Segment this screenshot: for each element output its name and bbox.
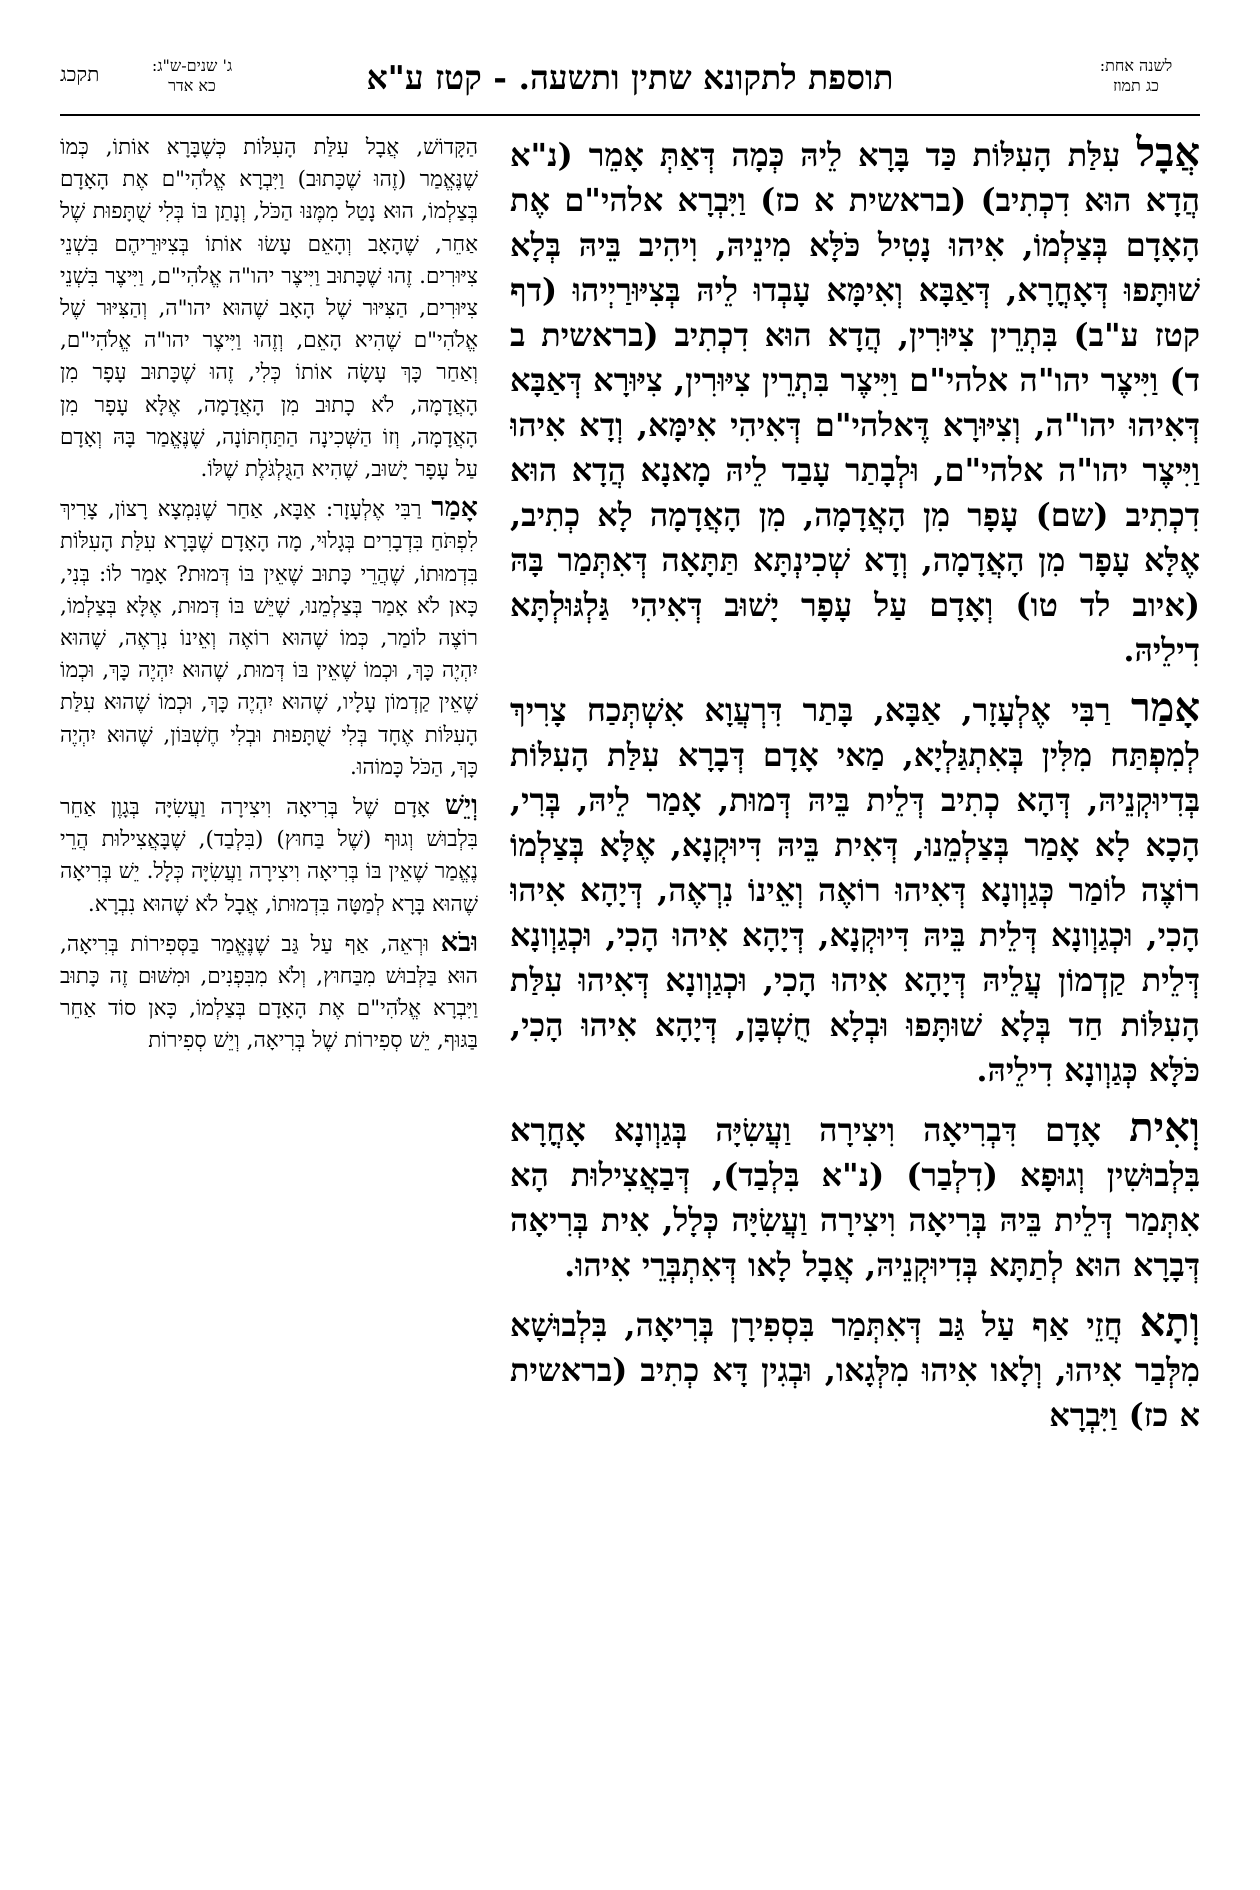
- paragraph-text: אָדָם דִּבְרִיאָה וִיצִירָה וַעֲשִׂיָּה בְּגַוְונָא אָחֳרָא בִּלְבוּשִׁין וְגוּפָא (דִלְבַר) (נ"א בִּלְבַד), דְּבַאֲצִילוּת הָא אִתְּמַר דְּלֵית בֵּיהּ בְּרִיאָה וִיצִירָה וַעֲשִׂיָּה כְּלָל, אִית בְּרִיאָה דְּבָרָא הוּא לְתַתָּא בְּדִיוּקְנֵיהּ, אֲבָל לָאו דְּאִתְבְּרֵי אִיהוּ.: [510, 1111, 1200, 1284]
- translation-column: [60, 130, 478, 1878]
- main-paragraph: [510, 1300, 1200, 1438]
- paragraph-opener: אֲבָל: [1136, 130, 1200, 176]
- text-columns: [60, 130, 1200, 1878]
- paragraph-text: רַבִּי אֶלְעָזָר: אַבָּא, אַחַר שֶׁנִּמְצָא רָצוֹן, צָרִיךְ לִפְתֹּחַ בִּדְבָרִים בְּגָלוּי, מָה הָאָדָם שֶׁבָּרָא עִלַּת הָעִלּוֹת בִּדְמוּתוֹ, שֶׁהֲרֵי כָּתוּב שֶׁאֵין בּוֹ דְּמוּת? אָמַר לוֹ: בְּנִי, כָּאן לֹא אָמַר בְּצַלְמֵנוּ, שֶׁיֵּשׁ בּוֹ דְּמוּת, אֶלָּא בְּצַלְמוֹ, רוֹצֶה לוֹמַר, כְּמוֹ שֶׁהוּא רוֹאֶה וְאֵינוֹ נִרְאֶה, שֶׁהוּא יִהְיֶה כָּךְ, וּכְמוֹ שֶׁאֵין בּוֹ דְּמוּת, שֶׁהוּא יִהְיֶה כָּךְ, וּכְמוֹ שֶׁאֵין קַדְמוֹן עָלָיו, שֶׁהוּא יִהְיֶה כָּךְ, וּכְמוֹ שֶׁהוּא עִלַּת הָעִלּוֹת אֶחָד בְּלִי שֻׁתָּפוּת וּבְלִי חֶשְׁבּוֹן, שֶׁהוּא יִהְיֶה כָּךְ, הַכֹּל כָּמוֹהוּ.: [60, 497, 478, 780]
- page-title: תוספת לתקונא שתין ותשעה. - קטז ע"א: [366, 58, 894, 97]
- paragraph-opener: וְתָא: [1139, 1299, 1200, 1346]
- paragraph-opener: וּבֹא: [440, 926, 478, 958]
- page-number: תקכג: [60, 62, 100, 86]
- main-paragraph: [510, 685, 1200, 1093]
- study-schedule-three-years: [132, 56, 252, 96]
- paragraph-text: וּרְאֵה, אַף עַל גַּב שֶׁנֶּאֱמַר בַּסְּפִירוֹת בְּרִיאָה, הוּא בַּלְּבוּשׁ מִבַּחוּץ, וְלֹא מִבִּפְנִים, וּמִשּׁוּם זֶה כָּתוּב וַיִּבְרָא אֱלֹהִי"ם אֶת הָאָדָם בְּצַלְמוֹ, כָּאן סוֹד אַחֵר בַּגּוּף, יֵשׁ סְפִירוֹת שֶׁל בְּרִיאָה, וְיֵשׁ סְפִירוֹת: [60, 931, 478, 1054]
- translation-paragraph: [60, 130, 478, 486]
- translation-paragraph: [60, 790, 478, 921]
- paragraph-text: עִלַּת הָעִלּוֹת כַּד בָּרָא לֵיהּ כְּמָה דְּאַתְּ אָמֵר (נ"א הֲדָא הוּא דִכְתִיב) (בראשית א כז) וַיִּבְרָא אלהי"ם אֶת הָאָדָם בְּצַלְמוֹ, אִיהוּ נָטִיל כֹּלָּא מִינֵיהּ, וִיהִיב בֵּיהּ בְּלָא שׁוּתָּפוּ דְּאָחֳרָא, דְּאַבָּא וְאִימָּא עָבְדוּ לֵיהּ בְּצִיּוּרַיְיהוּ (דף קטז ע"ב) בִּתְרֵין צִיּוּרִין, הֲדָא הוּא דִכְתִיב (בראשית ב ד) וַיִּיצֶר יהו"ה אלהי"ם וַיִּיצֶר בִּתְרֵין צִיּוּרִין, צִיּוּרָא דְּאַבָּא דְּאִיהוּ יהו"ה, וְצִיּוּרָא דֶּאלהי"ם דְּאִיהִי אִימָּא, וְדָא אִיהוּ וַיִּיצֶר יהו"ה אלהי"ם, וּלְבָתַר עָבַד לֵיהּ מָאנָא הֲדָא הוּא דִכְתִיב (שם) עָפָר מִן הָאֲדָמָה, מִן הָאֲדָמָה לָא כְתִיב, אֶלָּא עָפָר מִן הָאֲדָמָה, וְדָא שְׁכִינְתָּא תַּתָּאָה דְּאִתְּמַר בָּהּ (איוב לד טו) וְאָדָם עַל עָפָר יָשׁוּב דְּאִיהִי גַּלְגּוּלְתָּא דִילֵיהּ.: [510, 136, 1200, 669]
- study-schedule-one-year: [1076, 56, 1196, 96]
- translation-paragraph: [60, 927, 478, 1058]
- main-text-column: [510, 130, 1200, 1878]
- paragraph-opener: אָמַר: [1130, 684, 1200, 731]
- paragraph-text: הַקָּדוֹשׁ, אֲבָל עִלַּת הָעִלּוֹת כְּשֶׁבָּרָא אוֹתוֹ, כְּמוֹ שֶׁנֶּאֱמַר (זֶהוּ שֶׁכָּתוּב) וַיִּבְרָא אֱלֹהִי"ם אֶת הָאָדָם בְּצַלְמוֹ, הוּא נָטַל מִמֶּנּוּ הַכֹּל, וְנָתַן בּוֹ בְּלִי שֻׁתָּפוּת שֶׁל אַחֵר, שֶׁהָאָב וְהָאֵם עָשׂוּ אוֹתוֹ בְּצִיּוּרֵיהֶם בִּשְׁנֵי צִיּוּרִים. זֶהוּ שֶׁכָּתוּב וַיִּיצֶר יהו"ה אֱלֹהִי"ם, וַיִּיצֶר בִּשְׁנֵי צִיּוּרִים, הַצִּיּוּר שֶׁל הָאָב שֶׁהוּא יהו"ה, וְהַצִּיּוּר שֶׁל אֱלֹהִי"ם שֶׁהִיא הָאֵם, וְזֶהוּ וַיִּיצֶר יהו"ה אֱלֹהִי"ם, וְאַחַר כָּךְ עָשָׂה אוֹתוֹ כְּלִי, זֶהוּ שֶׁכָּתוּב עָפָר מִן הָאֲדָמָה, לֹא כָתוּב מִן הָאֲדָמָה, אֶלָּא עָפָר מִן הָאֲדָמָה, וְזוֹ הַשְּׁכִינָה הַתַּחְתּוֹנָה, שֶׁנֶּאֱמַר בָּהּ וְאָדָם עַל עָפָר יָשׁוּב, שֶׁהִיא הַגֻּלְגֹּלֶת שֶׁלּוֹ.: [60, 135, 478, 483]
- three-years-label: ג' שנים-ש"ג:: [151, 56, 233, 75]
- page-header: [60, 56, 1200, 116]
- main-paragraph: [510, 130, 1200, 673]
- one-year-date: כג תמוז: [1113, 76, 1159, 95]
- paragraph-text: אָדָם שֶׁל בְּרִיאָה וִיצִירָה וַעֲשִׂיָּה בְּגָוֶן אַחֵר בִּלְבוּשׁ וְגוּף (שֶׁל בַּחוּץ) (בִּלְבַד), שֶׁבָּאֲצִילוּת הֲרֵי נֶאֱמַר שֶׁאֵין בּוֹ בְּרִיאָה וִיצִירָה וַעֲשִׂיָּה כְּלָל. יֵשׁ בְּרִיאָה שֶׁהוּא בָּרָא לְמַטָּה בִּדְמוּתוֹ, אֲבָל לֹא שֶׁהוּא נִבְרָא.: [60, 795, 478, 917]
- paragraph-text: חֲזֵי אַף עַל גַּב דְּאִתְּמַר בִּסְפִירָן בְּרִיאָה, בִּלְבוּשָׁא מִלְּבַר אִיהוּ, וְלָאו אִיהוּ מִלְּגָאו, וּבְגִין דָּא כְתִיב (בראשית א כז) וַיִּבְרָא: [510, 1306, 1200, 1434]
- three-years-date: כא אדר: [168, 76, 216, 95]
- paragraph-opener: אָמַר: [431, 492, 478, 524]
- paragraph-text: רַבִּי אֶלְעָזָר, אַבָּא, בָּתַר דִּרְעֲוָא אִשְׁתְּכַח צָרִיךְ לְמִפְתַּח מִלִּין בְּאִתְגַּלְיָא, מַאי אָדָם דְּבָרָא עִלַּת הָעִלּוֹת בְּדִיוּקְנֵיהּ, דְּהָא כְתִיב דְּלֵית בֵּיהּ דְּמוּת, אָמַר לֵיהּ, בְּרִי, הָכָא לָא אָמַר בְּצַלְמֵנוּ, דְּאִית בֵּיהּ דִּיוּקְנָא, אֶלָּא בְּצַלְמוֹ רוֹצֶה לוֹמַר כְּגַוְונָא דְּאִיהוּ רוֹאֶה וְאֵינוֹ נִרְאֶה, דְּיָהָא אִיהוּ הָכִי, וּכְגַוְונָא דְּלֵית בֵּיהּ דִּיוּקְנָא, דְּיָהָא אִיהוּ הָכִי, וּכְגַוְונָא דְּלֵית קַדְמוֹן עֲלֵיהּ דְּיָהָא אִיהוּ הָכִי, וּכְגַוְונָא דְּאִיהוּ עִלַּת הָעִלּוֹת חַד בְּלָא שׁוּתָּפוּ וּבְלָא חֻשְׁבָּן, דְּיָהָא אִיהוּ הָכִי, כֹּלָּא כְּגַוְונָא דִילֵיהּ.: [510, 691, 1200, 1089]
- translation-paragraph: [60, 492, 478, 784]
- main-paragraph: [510, 1105, 1200, 1288]
- paragraph-opener: וְאִית: [1129, 1104, 1200, 1151]
- one-year-label: לשנה אחת:: [1099, 56, 1173, 75]
- paragraph-opener: וְיֵשׁ: [444, 790, 478, 822]
